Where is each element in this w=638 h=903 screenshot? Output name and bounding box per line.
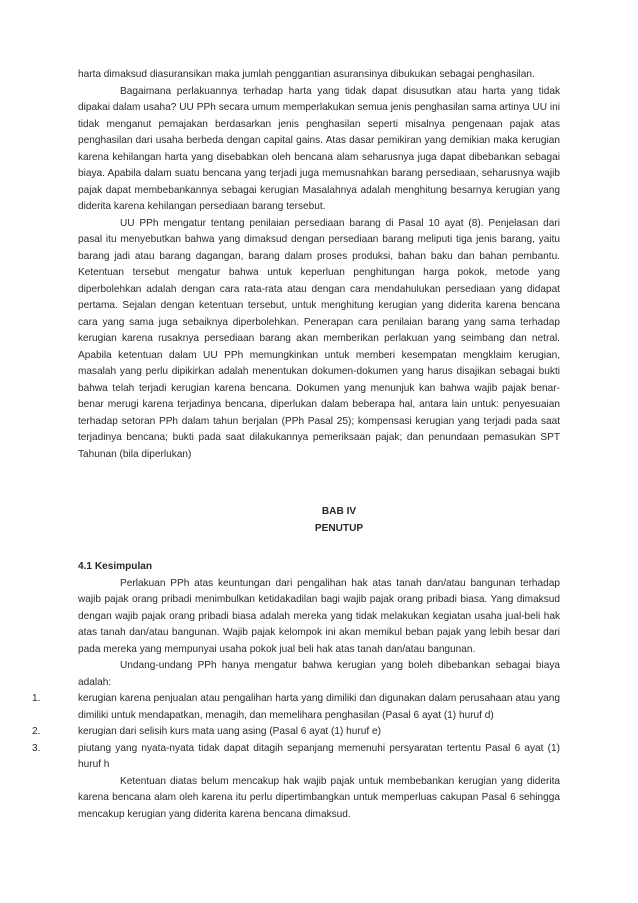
paragraph-inventory-disaster: Bagaimana perlakuannya terhadap harta yang tidak dapat disusutkan atau harta yang tidak dipakai dalam usaha? UU PPh secara umum memperlakukan semua jenis penghasilan sama artinya UU ini tidak menganut pemajakan berdasarkan jenis penghasilan seperti misalnya pengenaan pajak atas penghasilan dari usaha berbeda dengan capital gains. Atas dasar pemikiran yang demikian maka kerugian karena kehilangan harta yang disebabkan oleh bencana alam seharusnya juga dapat dibebankan sebagai biaya. Apabila dalam suatu bencana yang terjadi juga memusnahkan barang persediaan, seharusnya wajib pajak dapat membebankannya sebagai kerugian Masalahnya adalah menghitung besarnya kerugian yang diderita karena kehilangan persediaan barang tersebut.: [78, 85, 560, 212]
list-number: 3.: [32, 742, 41, 754]
list-number: 1.: [32, 693, 41, 704]
chapter-title: PENUTUP: [314, 523, 364, 534]
list-text: kerugian karena penjualan atau pengalihan harta yang dimiliki dan digunakan dalam perusahaan atau yang dimiliki untuk mendapatkan, menagih, dan memelihara penghasilan (Pasal 6 ayat (1) huruf d): [78, 693, 560, 721]
list-item: [32, 724, 560, 741]
intro-paragraph: harta dimaksud diasuransikan maka jumlah penggantian asuransinya dibukukan sebagai penghasilan.: [78, 69, 535, 80]
paragraph-recommendation: Ketentuan diatas belum mencakup hak wajib pajak untuk membebankan kerugian yang diderita karena bencana alam oleh karena itu perlu dipertimbangkan untuk memperluas cakupan Pasal 6 sehingga mencakup kerugian yang diderita karena bencana dimaksud.: [78, 775, 560, 820]
list-number: 2.: [32, 726, 41, 737]
list-text: piutang yang nyata-nyata tidak dapat ditagih sepanjang memenuhi persyaratan tertentu Pasal 6 ayat (1) huruf h: [78, 742, 560, 770]
list-text: kerugian dari selisih kurs mata uang asing (Pasal 6 ayat (1) huruf e): [78, 726, 381, 737]
document-body: [32, 67, 560, 823]
list-item: [32, 691, 560, 724]
chapter-label: BAB IV: [321, 506, 357, 517]
paragraph-conclusion: Perlakuan PPh atas keuntungan dari pengalihan hak atas tanah dan/atau bangunan terhadap wajib pajak orang pribadi menimbulkan ketidakadilan bagi wajib pajak orang pribadi biasa. Yang dimaksud dengan wajib pajak orang pribadi biasa adalah mereka yang tidak melakukan kegiatan usaha jual-beli hak atas tanah dan/atau bangunan. Wajib pajak kelompok ini akan memikul beban pajak yang lebih besar dari pada mereka yang mempunyai usaha pokok jual beli hak atas tanah dan/atau bangunan.: [78, 577, 560, 655]
loss-list: [32, 691, 560, 774]
paragraph-inventory-valuation: UU PPh mengatur tentang penilaian persediaan barang di Pasal 10 ayat (8). Penjelasan dari pasal itu menyebutkan bahwa yang dimaksud dengan persediaan barang meliputi tiga jenis barang, yaitu barang jadi atau barang dagangan, barang dalam proses produksi, bahan baku dan bahan pembantu. Ketentuan tersebut mengatur bahwa untuk keperluan penghitungan harga pokok, metode yang diperbolehkan adalah dengan cara rata-rata atau dengan cara mendahulukan persediaan yang didapat pertama. Sejalan dengan ketentuan tersebut, untuk menghitung kerugian yang diderita karena bencana cara yang sama juga sebaiknya diperbolehkan. Penerapan cara penilaian barang yang sama terhadap kerugian karena rusaknya persediaan barang akan memberikan perlakuan yang seimbang dan netral. Apabila ketentuan dalam UU PPh memungkinkan untuk memberi kesempatan mengklaim kerugian, masalah yang perlu dipikirkan adalah menentukan dokumen-dokumen yang harus disajikan sebagai bukti bahwa telah terjadi kerugian karena bencana. Dokumen yang menunjuk kan bahwa wajib pajak benar-benar merugi karena terjadinya bencana, diperlukan dalam beberapa hal, antara lain untuk: penyesuaian terhadap setoran PPh dalam tahun berjalan (PPh Pasal 25); kompensasi kerugian yang terjadi pada saat terjadinya bencana; bukti pada saat dilakukannya pemeriksaan pajak; dan penundaan pemasukan SPT Tahunan (bila diperlukan): [78, 217, 560, 460]
section-heading: 4.1 Kesimpulan: [78, 561, 153, 572]
chapter-heading: [78, 503, 560, 537]
list-item: [32, 741, 560, 774]
paragraph-allowed-losses: Undang-undang PPh hanya mengatur bahwa kerugian yang boleh dibebankan sebagai biaya adalah:: [78, 660, 560, 688]
